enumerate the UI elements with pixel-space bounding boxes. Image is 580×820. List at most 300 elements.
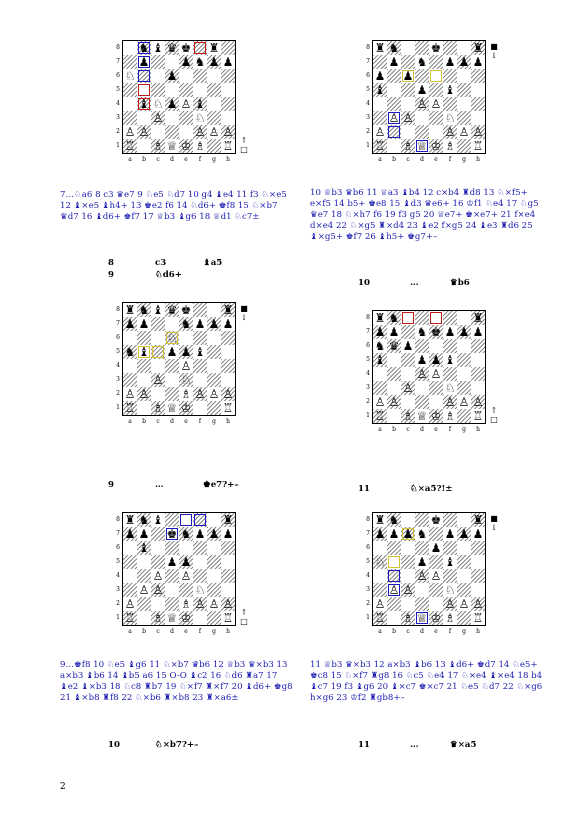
file-label: h (226, 156, 230, 163)
square-c7 (401, 325, 415, 339)
square-g2: ♙ (208, 387, 220, 401)
rank-label: 7 (366, 58, 370, 65)
rank-label: 1 (366, 142, 370, 149)
file-label: c (156, 418, 160, 425)
square-b6 (387, 541, 401, 555)
square-b8: ♞ (138, 41, 150, 55)
file-label: e (184, 156, 188, 163)
square-e4: ♙ (180, 359, 192, 373)
file-label: h (476, 628, 480, 635)
square-b5 (137, 555, 151, 569)
square-f1 (193, 401, 207, 415)
rank-label: 4 (366, 370, 370, 377)
rank-labels (113, 41, 120, 153)
square-g3 (207, 373, 221, 387)
square-g3 (207, 111, 221, 125)
square-h4 (471, 569, 485, 583)
square-g1 (457, 611, 471, 625)
square-b8: ♞ (138, 303, 150, 317)
square-h2: ♙ (472, 597, 484, 611)
square-g8 (207, 513, 221, 527)
square-e8: ♚ (430, 41, 442, 55)
file-label: f (448, 426, 452, 433)
square-f5: ♝ (444, 555, 456, 569)
square-b2 (387, 597, 401, 611)
square-a5: ♝ (374, 353, 386, 367)
square-c6 (401, 541, 415, 555)
file-label: e (434, 156, 438, 163)
square-e3 (429, 583, 443, 597)
move-8-black: ♝a5 (203, 258, 223, 268)
move-9b-black: ♚e7?+– (203, 480, 239, 490)
file-label: g (462, 628, 466, 635)
square-f3: ♘ (194, 583, 206, 597)
square-d6 (165, 541, 179, 555)
rank-label: 7 (116, 530, 120, 537)
square-g4 (457, 367, 471, 381)
square-c3: ♙ (402, 381, 414, 395)
rank-label: 5 (116, 348, 120, 355)
square-c1: ♗ (152, 139, 164, 153)
square-e1: ♔ (180, 611, 192, 625)
square-a3 (123, 111, 137, 125)
file-label: b (142, 628, 146, 635)
square-e1: ♔ (430, 611, 442, 625)
square-f3: ♘ (194, 111, 206, 125)
square-c8 (401, 311, 415, 325)
square-g7: ♟ (458, 325, 470, 339)
square-d1: ♕ (416, 611, 428, 625)
square-h1: ♖ (472, 139, 484, 153)
square-d7: ♞ (416, 55, 428, 69)
rank-label: 1 (366, 412, 370, 419)
square-a1: ♖ (124, 401, 136, 415)
square-c3: ♙ (402, 583, 414, 597)
rank-label: 8 (366, 44, 370, 51)
square-d1: ♕ (416, 409, 428, 423)
file-label: a (378, 628, 382, 635)
rank-label: 7 (116, 58, 120, 65)
square-f1: ♗ (444, 409, 456, 423)
square-c5 (151, 555, 165, 569)
square-a6 (123, 541, 137, 555)
square-c4 (401, 569, 415, 583)
square-b6: ♛ (388, 339, 400, 353)
board-1 (116, 40, 248, 163)
square-a2: ♙ (124, 387, 136, 401)
square-e2 (429, 597, 443, 611)
square-g8 (207, 303, 221, 317)
square-c8: ♝ (152, 303, 164, 317)
square-c3: ♙ (402, 111, 414, 125)
square-f1: ♗ (444, 139, 456, 153)
square-e8 (429, 311, 443, 325)
square-b1 (137, 139, 151, 153)
square-d8: ♛ (166, 303, 178, 317)
move-10a-black: ♛b6 (450, 278, 470, 288)
square-g2: ♙ (208, 125, 220, 139)
square-d2 (415, 125, 429, 139)
square-e4: ♙ (430, 97, 442, 111)
rank-labels (113, 513, 120, 625)
file-label: e (434, 628, 438, 635)
square-f5 (193, 555, 207, 569)
square-f5: ♝ (444, 83, 456, 97)
square-d5: ♟ (416, 83, 428, 97)
square-f6 (193, 331, 207, 345)
file-label: h (476, 426, 480, 433)
square-b6: ♝ (138, 541, 150, 555)
square-g1 (207, 139, 221, 153)
rank-label: 3 (366, 114, 370, 121)
square-g7: ♟ (208, 317, 220, 331)
square-e5: ♟ (430, 353, 442, 367)
square-g1 (207, 401, 221, 415)
square-a8: ♜ (374, 513, 386, 527)
square-a3 (373, 583, 387, 597)
move-10a-number: 10 (358, 278, 370, 288)
square-g4 (207, 569, 221, 583)
square-b1 (137, 401, 151, 415)
file-label: d (170, 628, 174, 635)
square-a5 (123, 83, 137, 97)
square-d8 (415, 513, 429, 527)
square-d1: ♕ (166, 401, 178, 415)
square-e8: ♚ (430, 513, 442, 527)
square-h4 (221, 97, 235, 111)
file-label: f (448, 628, 452, 635)
square-a5: ♝ (374, 83, 386, 97)
square-d1: ♕ (166, 139, 178, 153)
rank-label: 1 (116, 614, 120, 621)
square-e6 (179, 541, 193, 555)
square-e5 (429, 555, 443, 569)
rank-label: 1 (116, 142, 120, 149)
square-e3 (179, 583, 193, 597)
square-f1: ♗ (444, 611, 456, 625)
square-d5: ♟ (416, 555, 428, 569)
square-a1: ♖ (124, 139, 136, 153)
square-g3 (457, 381, 471, 395)
square-b7: ♟ (138, 317, 150, 331)
square-f3: ♘ (444, 583, 456, 597)
square-d8: ♛ (166, 41, 178, 55)
square-g6 (207, 331, 221, 345)
square-d7: ♚ (166, 527, 178, 541)
rank-label: 8 (116, 306, 120, 313)
square-e7: ♞ (180, 317, 192, 331)
square-e1: ♔ (180, 139, 192, 153)
black-to-move-icon: ■ ↓ (240, 304, 248, 322)
square-d4: ♟ (166, 97, 178, 111)
square-f5: ♝ (194, 345, 206, 359)
file-label: f (198, 156, 202, 163)
square-c2 (151, 597, 165, 611)
square-c1: ♗ (402, 139, 414, 153)
file-label: b (142, 418, 146, 425)
square-g1 (457, 409, 471, 423)
file-label: h (226, 628, 230, 635)
black-to-move-icon: ■ ↓ (490, 42, 498, 60)
square-g4 (207, 359, 221, 373)
square-e3 (179, 111, 193, 125)
square-d6 (415, 541, 429, 555)
move-11b-white: … (410, 740, 419, 750)
square-d5: ♟ (166, 555, 178, 569)
file-label: c (406, 628, 410, 635)
chess-board (372, 40, 486, 154)
file-label: d (420, 426, 424, 433)
square-a6 (123, 331, 137, 345)
file-labels (123, 156, 235, 163)
file-label: e (184, 628, 188, 635)
square-d8 (415, 311, 429, 325)
square-g2: ♙ (458, 597, 470, 611)
square-f6 (443, 69, 457, 83)
square-c1: ♗ (152, 401, 164, 415)
file-label: d (420, 628, 424, 635)
square-f3: ♘ (444, 381, 456, 395)
chess-board (122, 302, 236, 416)
square-h2: ♙ (222, 125, 234, 139)
square-h8: ♜ (222, 513, 234, 527)
rank-label: 7 (116, 320, 120, 327)
square-b5 (387, 353, 401, 367)
square-f4 (193, 569, 207, 583)
square-b7: ♟ (138, 55, 150, 69)
square-a3 (123, 373, 137, 387)
square-d2 (415, 395, 429, 409)
square-b2 (387, 125, 401, 139)
square-d4: ♙ (416, 97, 428, 111)
square-e5 (179, 83, 193, 97)
rank-label: 6 (366, 544, 370, 551)
square-c6 (151, 69, 165, 83)
square-b8: ♞ (388, 311, 400, 325)
square-f1 (193, 611, 207, 625)
square-c5 (151, 345, 165, 359)
square-f2: ♙ (194, 597, 206, 611)
square-b5 (387, 83, 401, 97)
variation-3: 9…♚f8 10 ♘e5 ♝g6 11 ♘×b7 ♛b6 12 ♕b3 ♛×b3 13 a×b3 ♝b6 14 ♝b5 a6 15 O-O ♝c2 16 ♘d6 ♜a7 17 ♝e2 ♝×b3 18 ♘c8 ♜b7 19 ♘×f7 ♜×f7 20 ♝d6+ ♚g8 21 ♝×b8 ♜f8 22 ♘×b6 ♜×b8 23 ♜×a6± (60, 660, 293, 703)
square-d4: ♙ (416, 367, 428, 381)
board-6 (366, 512, 498, 635)
board-3 (116, 302, 248, 425)
square-e4: ♙ (430, 367, 442, 381)
file-labels (373, 628, 485, 635)
square-d7: ♞ (416, 325, 428, 339)
square-g1 (457, 139, 471, 153)
white-to-move-icon: ↑ □ (490, 406, 498, 424)
square-c2 (401, 125, 415, 139)
move-9b-number: 9 (108, 480, 114, 490)
square-c7 (151, 527, 165, 541)
square-g7: ♟ (458, 55, 470, 69)
black-to-move-icon: ■ ↓ (490, 514, 498, 532)
rank-label: 4 (366, 100, 370, 107)
square-d4 (165, 569, 179, 583)
file-label: h (226, 418, 230, 425)
move-8-number: 8 (108, 258, 114, 268)
square-g3 (457, 583, 471, 597)
square-h6 (471, 69, 485, 83)
square-d2 (165, 597, 179, 611)
square-d3 (415, 583, 429, 597)
square-h4 (221, 359, 235, 373)
square-d8 (415, 41, 429, 55)
square-b4 (137, 569, 151, 583)
square-h2: ♙ (472, 125, 484, 139)
rank-label: 5 (116, 86, 120, 93)
file-label: d (170, 418, 174, 425)
board-2 (366, 40, 498, 163)
square-f8 (193, 513, 207, 527)
square-a2: ♙ (374, 395, 386, 409)
square-f3: ♘ (444, 111, 456, 125)
square-d5: ♟ (166, 345, 178, 359)
square-h6 (221, 69, 235, 83)
square-a6: ♘ (124, 69, 136, 83)
square-g7: ♟ (208, 55, 220, 69)
square-e2 (179, 125, 193, 139)
move-9-white: ♘d6+ (155, 270, 182, 280)
square-g5 (457, 353, 471, 367)
square-h5 (471, 555, 485, 569)
square-e8: ♚ (180, 41, 192, 55)
square-c1: ♗ (152, 611, 164, 625)
page-number: 2 (60, 782, 66, 792)
square-f5 (193, 83, 207, 97)
move-9-number: 9 (108, 270, 114, 280)
square-h8: ♜ (222, 303, 234, 317)
square-g2: ♙ (458, 125, 470, 139)
square-h8: ♜ (472, 41, 484, 55)
file-label: g (462, 426, 466, 433)
square-h5 (221, 345, 235, 359)
square-h1: ♖ (222, 611, 234, 625)
rank-label: 3 (366, 384, 370, 391)
square-b3 (387, 381, 401, 395)
rank-label: 5 (366, 356, 370, 363)
square-f8 (193, 41, 207, 55)
square-g3 (457, 111, 471, 125)
square-c3: ♙ (152, 111, 164, 125)
square-d6 (415, 69, 429, 83)
square-d3 (165, 583, 179, 597)
square-c4 (151, 359, 165, 373)
square-c4 (401, 97, 415, 111)
rank-label: 4 (116, 100, 120, 107)
square-f4 (443, 97, 457, 111)
square-e7: ♞ (180, 527, 192, 541)
square-h7: ♟ (222, 55, 234, 69)
square-b7: ♟ (388, 325, 400, 339)
file-label: g (212, 156, 216, 163)
square-f7: ♟ (194, 317, 206, 331)
square-e1: ♔ (430, 139, 442, 153)
square-c8 (401, 513, 415, 527)
square-h6 (221, 541, 235, 555)
board-4 (366, 310, 498, 433)
square-a4 (373, 97, 387, 111)
rank-labels (113, 303, 120, 415)
rank-labels (363, 41, 370, 153)
square-b3: ♙ (138, 583, 150, 597)
square-a6: ♞ (374, 339, 386, 353)
square-f5: ♝ (444, 353, 456, 367)
square-g5 (457, 555, 471, 569)
file-label: c (156, 156, 160, 163)
square-a5: ♘ (374, 555, 386, 569)
square-c7: ♟ (402, 527, 414, 541)
square-h1: ♖ (222, 139, 234, 153)
square-a4 (123, 359, 137, 373)
file-label: a (128, 418, 132, 425)
square-a7 (123, 55, 137, 69)
square-d8 (165, 513, 179, 527)
square-f2: ♙ (194, 125, 206, 139)
square-f2: ♙ (194, 387, 206, 401)
square-f7: ♟ (194, 527, 206, 541)
square-f6 (193, 541, 207, 555)
square-c4: ♙ (152, 569, 164, 583)
square-c7 (401, 55, 415, 69)
square-c6: ♟ (402, 69, 414, 83)
square-h6 (471, 541, 485, 555)
square-h7: ♟ (472, 527, 484, 541)
square-a4 (123, 569, 137, 583)
square-b8: ♞ (388, 513, 400, 527)
square-d2 (165, 387, 179, 401)
square-a3 (373, 381, 387, 395)
rank-label: 7 (366, 328, 370, 335)
file-label: a (378, 156, 382, 163)
move-10b-white: ♘×b7?+– (155, 740, 199, 750)
file-labels (373, 156, 485, 163)
file-label: b (392, 156, 396, 163)
square-b7: ♟ (388, 527, 400, 541)
square-h1: ♖ (472, 611, 484, 625)
move-11b-number: 11 (358, 740, 370, 750)
square-h6 (471, 339, 485, 353)
file-label: c (406, 156, 410, 163)
square-g7: ♟ (458, 527, 470, 541)
square-c8: ♝ (152, 41, 164, 55)
square-e7: ♚ (430, 325, 442, 339)
square-b3: ♙ (388, 111, 400, 125)
square-f8 (443, 513, 457, 527)
file-label: b (392, 426, 396, 433)
square-c8 (401, 41, 415, 55)
rank-label: 1 (366, 614, 370, 621)
square-d6: ♟ (166, 69, 178, 83)
rank-label: 3 (366, 586, 370, 593)
square-a7: ♟ (374, 325, 386, 339)
square-e5: ♟ (180, 345, 192, 359)
file-label: d (170, 156, 174, 163)
square-g5 (207, 555, 221, 569)
square-e4: ♙ (180, 97, 192, 111)
chess-board (372, 512, 486, 626)
square-e3 (429, 381, 443, 395)
square-h7: ♟ (222, 527, 234, 541)
file-label: g (212, 418, 216, 425)
square-e7 (429, 55, 443, 69)
square-c5 (151, 83, 165, 97)
file-label: h (476, 156, 480, 163)
square-a1: ♖ (374, 139, 386, 153)
square-h4 (221, 569, 235, 583)
